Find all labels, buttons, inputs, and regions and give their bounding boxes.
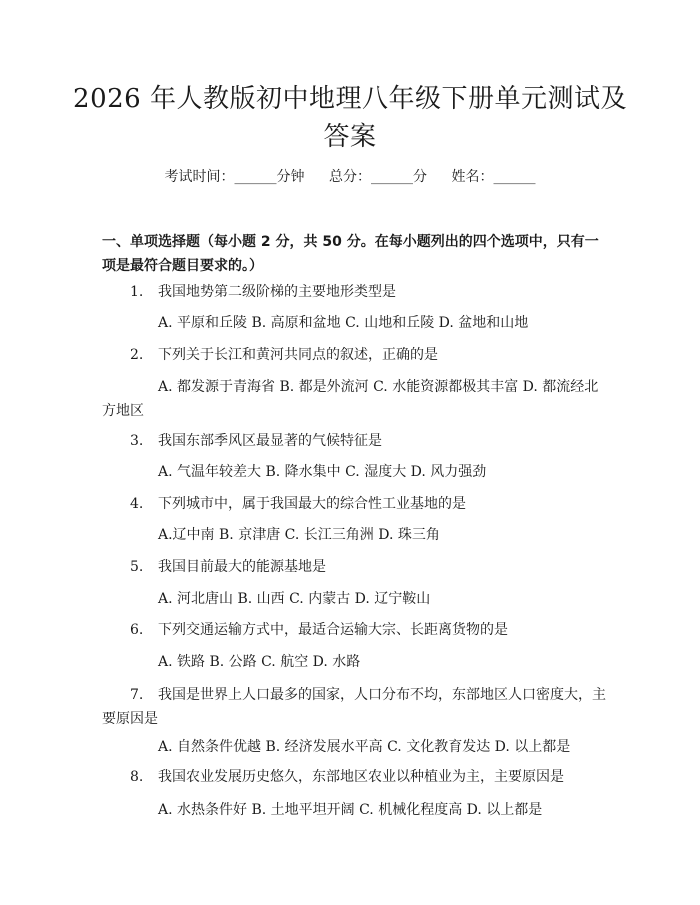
question-options: A. 自然条件优越 B. 经济发展水平高 C. 文化教育发达 D. 以上都是 xyxy=(158,739,571,755)
question-stem xyxy=(102,343,612,367)
question-text: 下列交通运输方式中，最适合运输大宗、长距离货物的是 xyxy=(158,622,508,638)
question-stem xyxy=(102,683,612,731)
question-number: 2. xyxy=(130,347,144,363)
question-stem xyxy=(102,765,612,789)
student-name-field: 姓名：______ xyxy=(451,169,536,185)
question-stem xyxy=(102,618,612,642)
question-stem xyxy=(102,555,612,579)
page-title: 2026 年人教版初中地理八年级下册单元测试及答案 xyxy=(73,84,627,152)
question-text: 我国目前最大的能源基地是 xyxy=(158,559,326,575)
exam-time-field: 考试时间：______分钟 xyxy=(164,169,305,185)
question-number: 7. xyxy=(130,687,144,703)
question-number: 3. xyxy=(130,433,144,449)
exam-info-line xyxy=(0,167,700,187)
question-text: 下列城市中，属于我国最大的综合性工业基地的是 xyxy=(158,496,466,512)
question-text: 下列关于长江和黄河共同点的叙述，正确的是 xyxy=(158,347,438,363)
total-score-field: 总分：______分 xyxy=(329,169,427,185)
question-text: 我国东部季风区最显著的气候特征是 xyxy=(158,433,382,449)
question-options: A. 都发源于青海省 B. 都是外流河 C. 水能资源都极其丰富 D. 都流经北方地区 xyxy=(102,379,599,419)
question-text: 我国农业发展历史悠久，东部地区农业以种植业为主，主要原因是 xyxy=(158,769,564,785)
question-options: A.辽中南 B. 京津唐 C. 长江三角洲 D. 珠三角 xyxy=(158,527,440,543)
question-options: A. 水热条件好 B. 土地平坦开阔 C. 机械化程度高 D. 以上都是 xyxy=(158,802,543,818)
section-header: 一、单项选择题（每小题 2 分，共 50 分。在每小题列出的四个选项中，只有一项是最符合题目要求的。） xyxy=(102,234,599,274)
question-options: A. 气温年较差大 B. 降水集中 C. 湿度大 D. 风力强劲 xyxy=(158,464,487,480)
question-number: 1. xyxy=(130,284,144,300)
question-text: 我国是世界上人口最多的国家，人口分布不均，东部地区人口密度大，主要原因是 xyxy=(102,687,606,727)
question-options: A. 平原和丘陵 B. 高原和盆地 C. 山地和丘陵 D. 盆地和山地 xyxy=(158,315,529,331)
question-number: 6. xyxy=(130,622,144,638)
question-stem xyxy=(102,492,612,516)
question-stem xyxy=(102,429,612,453)
question-number: 4. xyxy=(130,496,144,512)
question-number: 8. xyxy=(130,769,144,785)
question-options: A. 河北唐山 B. 山西 C. 内蒙古 D. 辽宁鞍山 xyxy=(158,591,431,607)
question-stem xyxy=(102,280,612,304)
question-options: A. 铁路 B. 公路 C. 航空 D. 水路 xyxy=(158,654,361,670)
question-text: 我国地势第二级阶梯的主要地形类型是 xyxy=(158,284,396,300)
question-number: 5. xyxy=(130,559,144,575)
